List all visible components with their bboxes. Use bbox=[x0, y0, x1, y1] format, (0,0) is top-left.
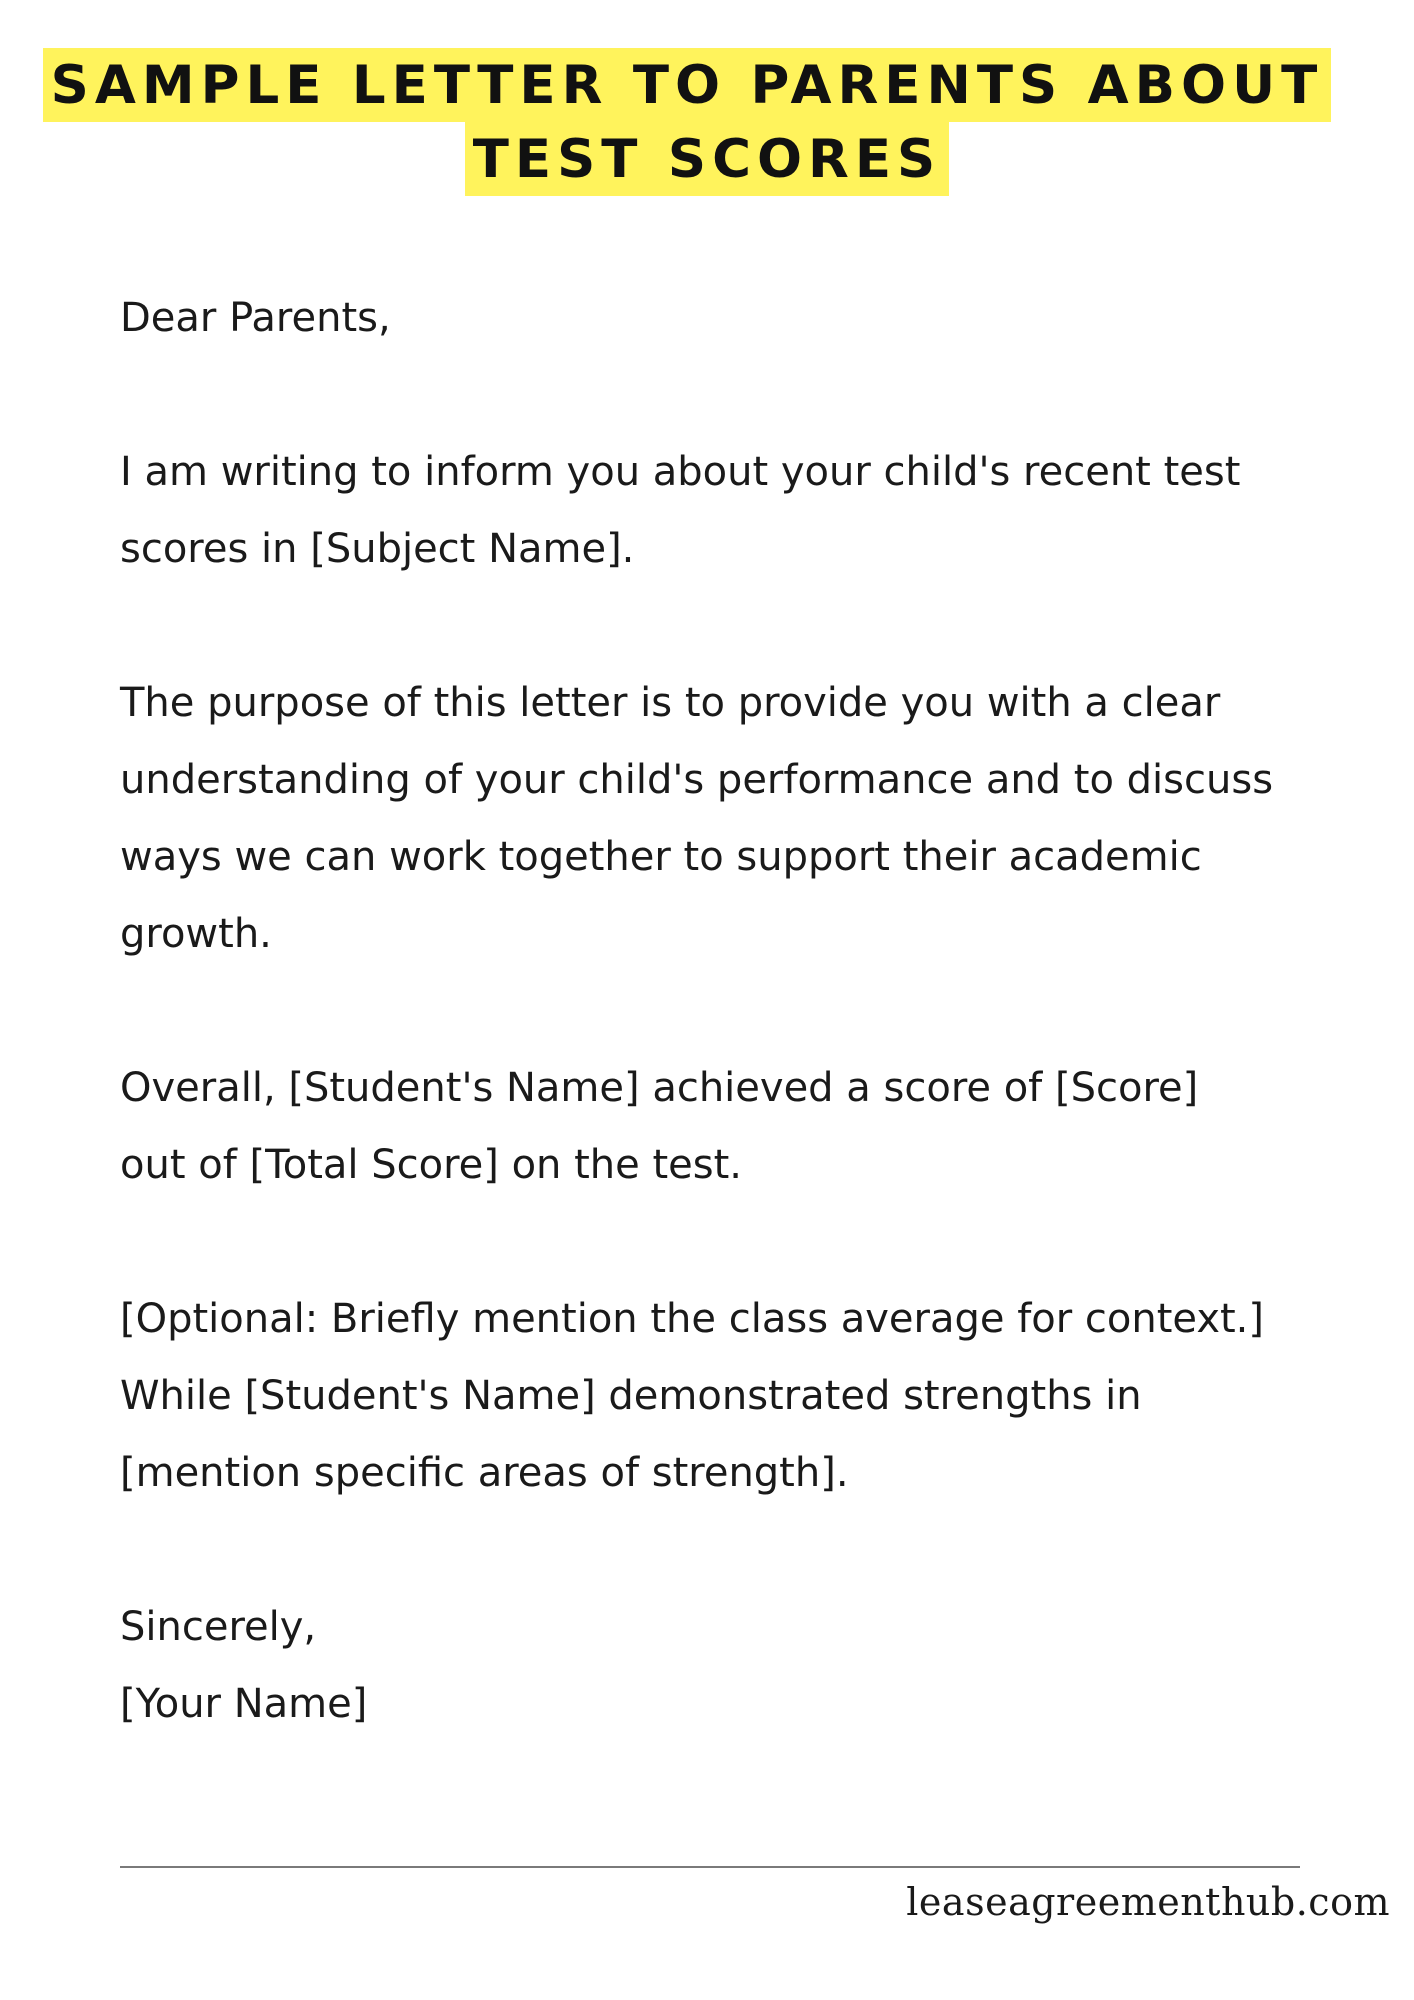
paragraph-intro-line-2: scores in [Subject Name]. bbox=[120, 526, 635, 572]
paragraph-purpose-line-1: The purpose of this letter is to provide you with a clear bbox=[120, 680, 1221, 726]
paragraph-purpose-line-4: growth. bbox=[120, 911, 272, 957]
paragraph-score-line-1: Overall, [Student's Name] achieved a score of [Score] bbox=[120, 1065, 1199, 1111]
paragraph-strengths-line-2: While [Student's Name] demonstrated strengths in bbox=[120, 1373, 1142, 1419]
closing: Sincerely, bbox=[120, 1604, 317, 1650]
paragraph-strengths-line-1: [Optional: Briefly mention the class average for context.] bbox=[120, 1296, 1265, 1342]
signature: [Your Name] bbox=[120, 1681, 368, 1727]
title-line-1: SAMPLE LETTER TO PARENTS ABOUT bbox=[43, 48, 1332, 122]
footer-divider bbox=[120, 1866, 1300, 1868]
paragraph-score-line-2: out of [Total Score] on the test. bbox=[120, 1142, 743, 1188]
paragraph-intro bbox=[120, 434, 1350, 588]
paragraph-strengths-line-3: [mention specific areas of strength]. bbox=[120, 1450, 849, 1496]
salutation: Dear Parents, bbox=[120, 295, 391, 341]
paragraph-strengths bbox=[120, 1281, 1350, 1512]
letter-body bbox=[120, 280, 1350, 1743]
paragraph-score bbox=[120, 1050, 1350, 1204]
paragraph-purpose bbox=[120, 665, 1350, 973]
paragraph-intro-line-1: I am writing to inform you about your child's recent test bbox=[120, 449, 1241, 495]
title-line-2: TEST SCORES bbox=[465, 122, 949, 196]
title-block bbox=[0, 48, 1414, 196]
closing-block bbox=[120, 1589, 1350, 1743]
footer-website: leaseagreementhub.com bbox=[906, 1880, 1390, 1924]
paragraph-purpose-line-2: understanding of your child's performance and to discuss bbox=[120, 757, 1274, 803]
paragraph-purpose-line-3: ways we can work together to support their academic bbox=[120, 834, 1202, 880]
